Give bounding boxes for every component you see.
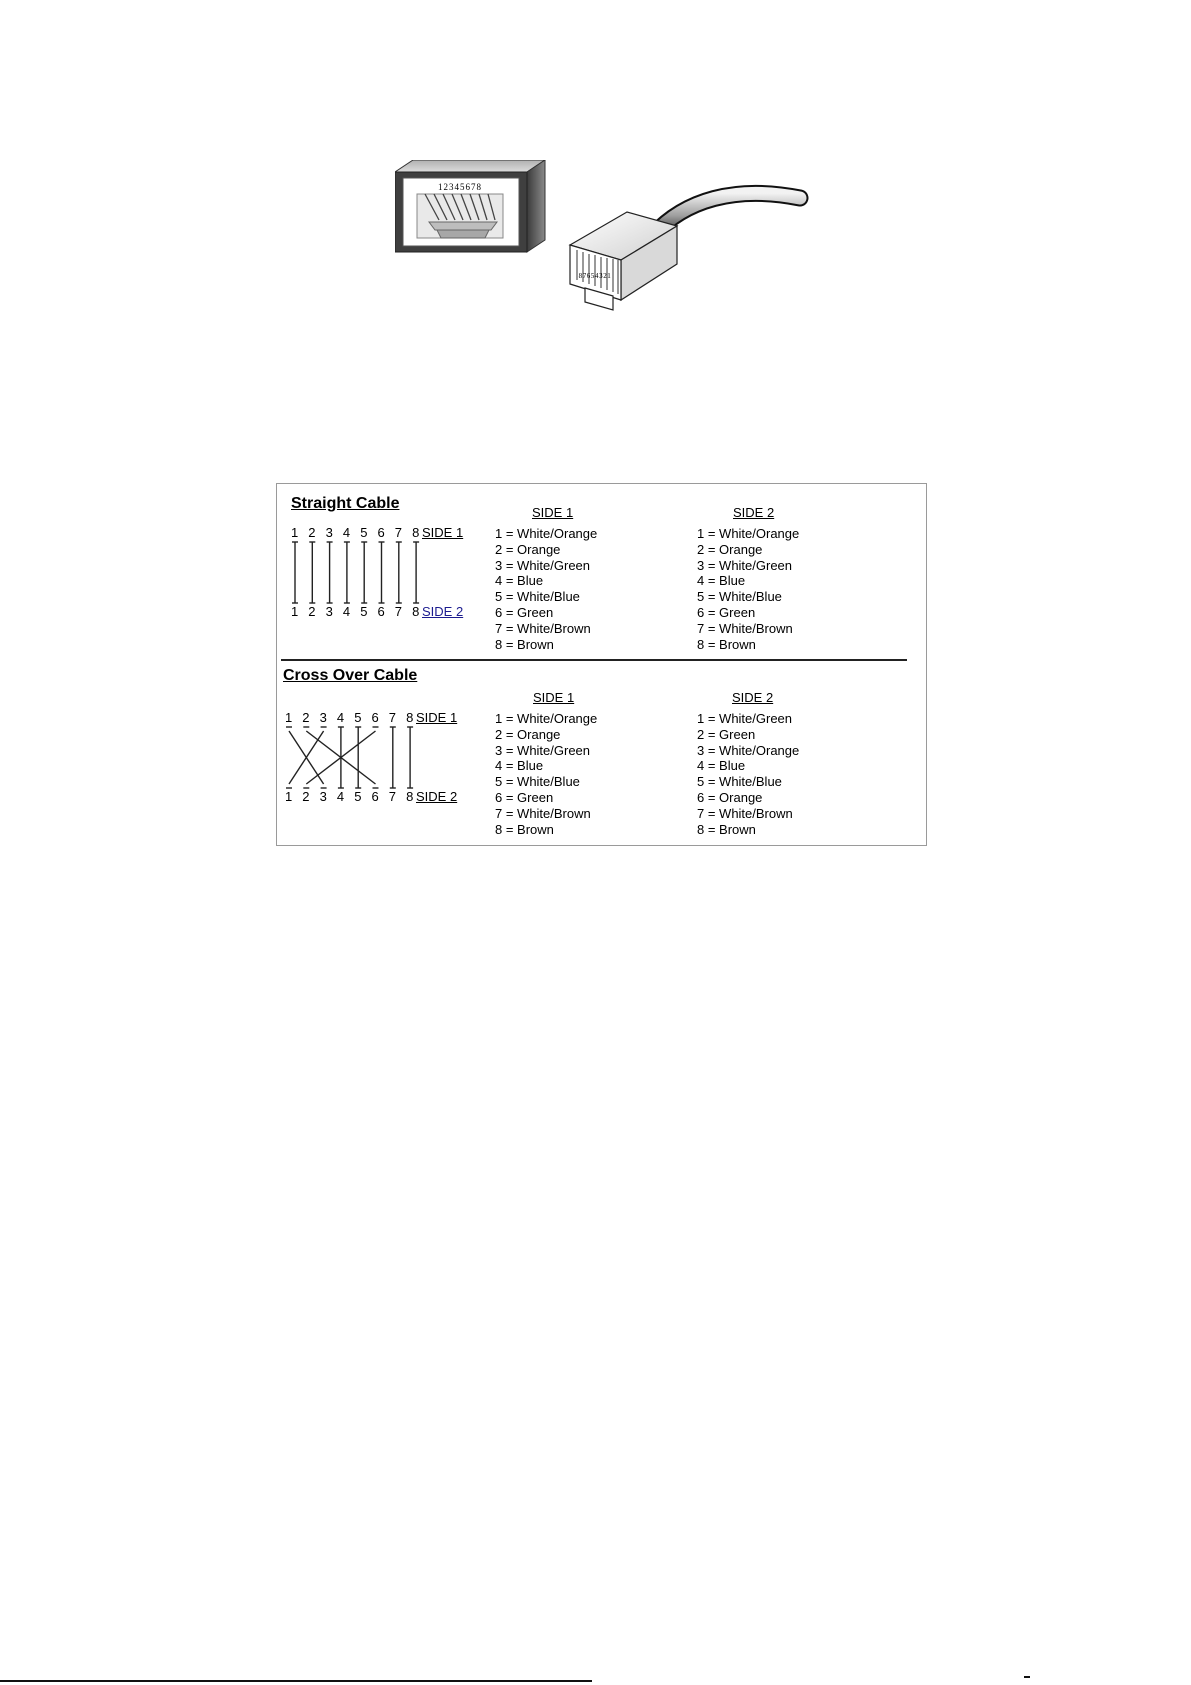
list-item: 6 = Green [697,604,756,620]
straight-bottom-pin: 7 [394,604,403,619]
straight-bottom-pin: 4 [342,604,351,619]
list-item: 3 = White/Green [697,557,793,573]
straight-bottom-pin: 2 [308,604,316,619]
socket-pin-label: 12345678 [438,182,482,192]
straight-top-pin: 5 [360,525,368,540]
straight-bottom-pin: 6 [377,604,385,619]
list-item: 7 = White/Brown [495,620,591,636]
list-item: 8 = Brown [697,636,756,652]
crossover-top-pin: 1 [285,710,293,725]
list-item: 4 = Blue [697,573,746,589]
list-item: 6 = Green [495,604,554,620]
crossover-side2-heading: SIDE 2 [732,690,774,705]
wiring-diagram-panel [276,483,927,846]
straight-side2-list [697,526,799,652]
crossover-side1-tag: SIDE 1 [416,710,458,725]
straight-top-pin: 7 [394,525,403,540]
list-item: 3 = White/Orange [697,742,800,758]
list-item: 7 = White/Brown [697,805,793,821]
footer-rule [0,1680,592,1682]
crossover-bottom-pin: 5 [354,789,362,804]
straight-top-pin: 8 [412,525,420,540]
list-item: 2 = Orange [495,541,561,557]
crossover-bottom-pin: 7 [388,789,397,804]
straight-top-pin: 6 [377,525,385,540]
straight-cable-title: Straight Cable [291,495,400,512]
crossover-side1-heading: SIDE 1 [533,690,575,705]
list-item: 4 = Blue [697,758,746,774]
crossover-side1-list [495,711,597,837]
list-item: 2 = Orange [495,726,561,742]
list-item: 7 = White/Brown [697,620,793,636]
straight-top-pin: 3 [325,525,333,540]
crossover-bottom-pin: 3 [319,789,327,804]
list-item: 5 = White/Blue [495,589,580,605]
crossover-top-pin: 6 [371,710,379,725]
list-item: 6 = Green [495,789,554,805]
crossover-top-pin: 7 [388,710,397,725]
straight-side2-heading: SIDE 2 [733,505,775,520]
list-item: 1 = White/Orange [495,711,598,726]
list-item: 6 = Orange [697,789,763,805]
list-item: 1 = White/Orange [697,526,800,541]
straight-side2-tag: SIDE 2 [422,604,464,619]
list-item: 8 = Brown [495,821,554,837]
list-item: 7 = White/Brown [495,805,591,821]
list-item: 3 = White/Green [495,557,591,573]
straight-bottom-pin: 8 [412,604,420,619]
list-item: 8 = Brown [697,821,756,837]
list-item: 5 = White/Blue [495,774,580,790]
list-item: 1 = White/Orange [495,526,598,541]
crossover-top-pin: 5 [354,710,362,725]
plug-pin-label: 87654321 [578,272,612,280]
crossover-top-pin: 2 [302,710,310,725]
crossover-side2-list [697,711,799,837]
list-item: 8 = Brown [495,636,554,652]
section-divider [281,659,907,661]
list-item: 5 = White/Blue [697,774,782,790]
rj45-plug [570,193,800,310]
crossover-top-pin: 4 [336,710,345,725]
list-item: 4 = Blue [495,573,544,589]
list-item: 4 = Blue [495,758,544,774]
crossover-top-pin: 3 [319,710,327,725]
crossover-bottom-pin: 4 [336,789,345,804]
crossover-bottom-pin: 6 [371,789,379,804]
list-item: 5 = White/Blue [697,589,782,605]
straight-side1-tag: SIDE 1 [422,525,464,540]
straight-top-pin: 4 [342,525,351,540]
rj45-illustration [395,160,825,335]
straight-bottom-pin: 1 [291,604,299,619]
straight-side1-heading: SIDE 1 [532,505,574,520]
crossover-side2-tag: SIDE 2 [416,789,458,804]
crossover-top-pin: 8 [406,710,414,725]
straight-side1-list [495,526,597,652]
crossover-bottom-pin: 2 [302,789,310,804]
crossover-cable-title: Cross Over Cable [283,667,418,684]
rj45-socket [395,160,545,252]
crossover-bottom-pin: 1 [285,789,293,804]
straight-bottom-pin: 5 [360,604,368,619]
list-item: 3 = White/Green [495,742,591,758]
crossover-bottom-pin: 8 [406,789,414,804]
straight-top-pin: 1 [291,525,299,540]
list-item: 1 = White/Green [697,711,793,726]
list-item: 2 = Orange [697,541,763,557]
page-corner-mark [1024,1676,1030,1678]
straight-bottom-pin: 3 [325,604,333,619]
list-item: 2 = Green [697,726,756,742]
straight-top-pin: 2 [308,525,316,540]
